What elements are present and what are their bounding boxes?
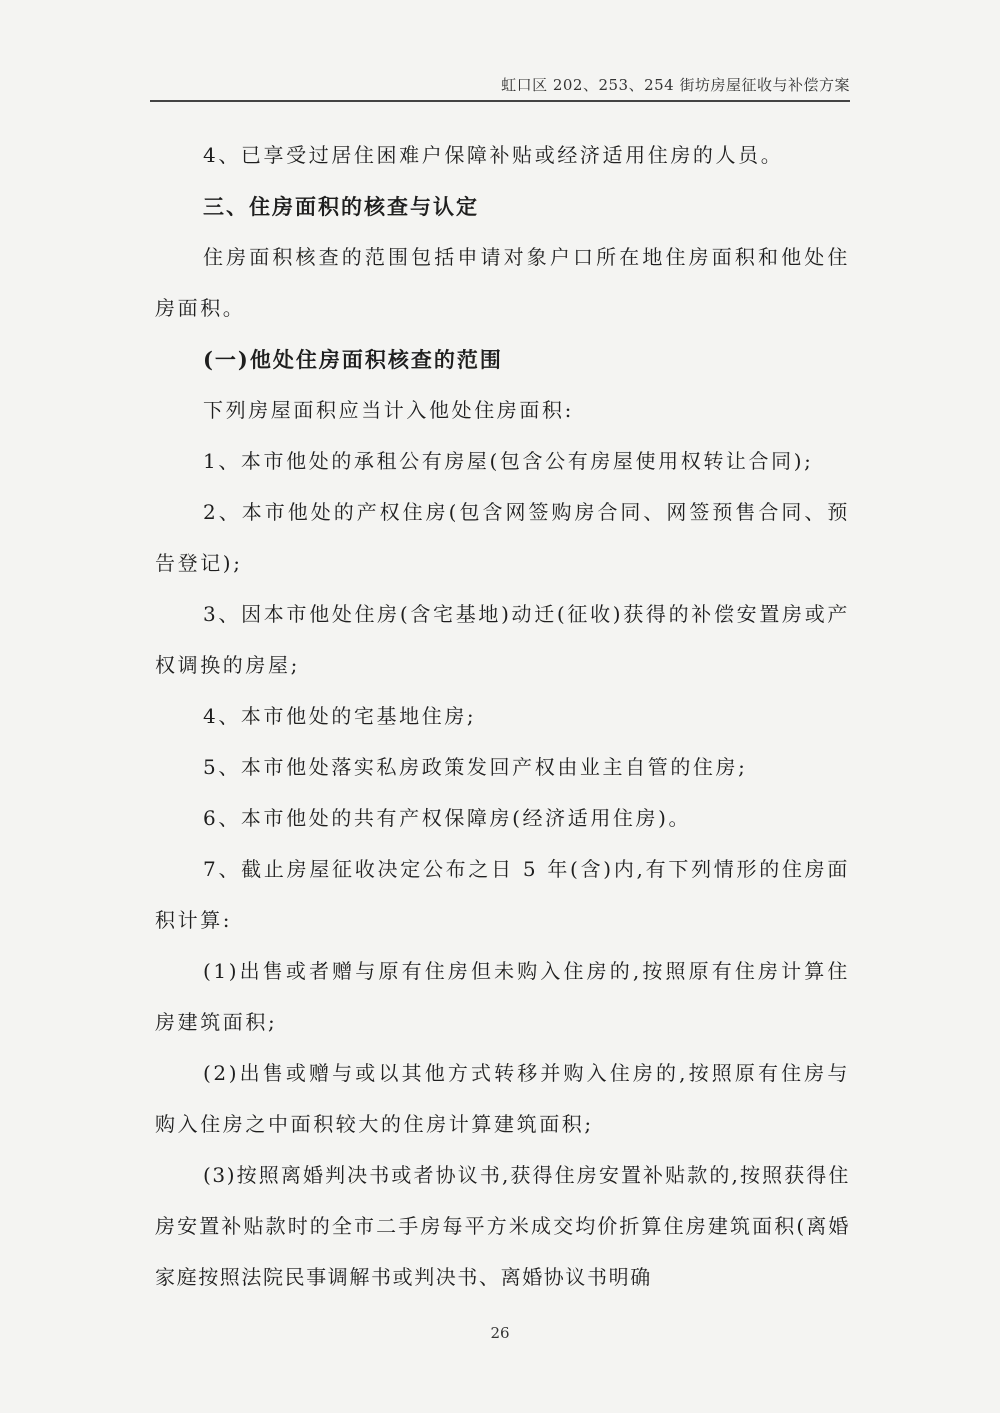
list-item-1: 1、本市他处的承租公有房屋(包含公有房屋使用权转让合同); [203, 449, 814, 473]
section-3-heading: 三、住房面积的核查与认定 [203, 194, 479, 219]
list-item-4: 4、本市他处的宅基地住房; [203, 704, 477, 728]
sub-item-2: (2)出售或赠与或以其他方式转移并购入住房的,按照原有住房与购入住房之中面积较大的住房计算建筑面积; [155, 1061, 850, 1136]
section-3-intro: 住房面积核查的范围包括申请对象户口所在地住房面积和他处住房面积。 [155, 245, 850, 320]
page-number: 26 [490, 1324, 510, 1342]
list-item-6: 6、本市他处的共有产权保障房(经济适用住房)。 [203, 806, 692, 830]
list-item-7: 7、截止房屋征收决定公布之日 5 年(含)内,有下列情形的住房面积计算: [155, 857, 850, 932]
sub-item-1: (1)出售或者赠与原有住房但未购入住房的,按照原有住房计算住房建筑面积; [155, 959, 850, 1034]
document-body [155, 130, 850, 1303]
running-header: 虹口区 202、253、254 街坊房屋征收与补偿方案 [501, 76, 850, 94]
subsection-1-heading: (一)他处住房面积核查的范围 [203, 347, 503, 372]
paragraph-item-4: 4、已享受过居住困难户保障补贴或经济适用住房的人员。 [203, 143, 784, 167]
list-item-5: 5、本市他处落实私房政策发回产权由业主自管的住房; [203, 755, 748, 779]
list-item-2: 2、本市他处的产权住房(包含网签购房合同、网签预售合同、预告登记); [155, 500, 850, 575]
subsection-1-intro: 下列房屋面积应当计入他处住房面积: [203, 398, 574, 422]
list-item-3: 3、因本市他处住房(含宅基地)动迁(征收)获得的补偿安置房或产权调换的房屋; [155, 602, 850, 677]
sub-item-3: (3)按照离婚判决书或者协议书,获得住房安置补贴款的,按照获得住房安置补贴款时的全市二手房每平方米成交均价折算住房建筑面积(离婚家庭按照法院民事调解书或判决书、离婚协议书明确 [155, 1163, 850, 1289]
header-rule [150, 100, 850, 102]
